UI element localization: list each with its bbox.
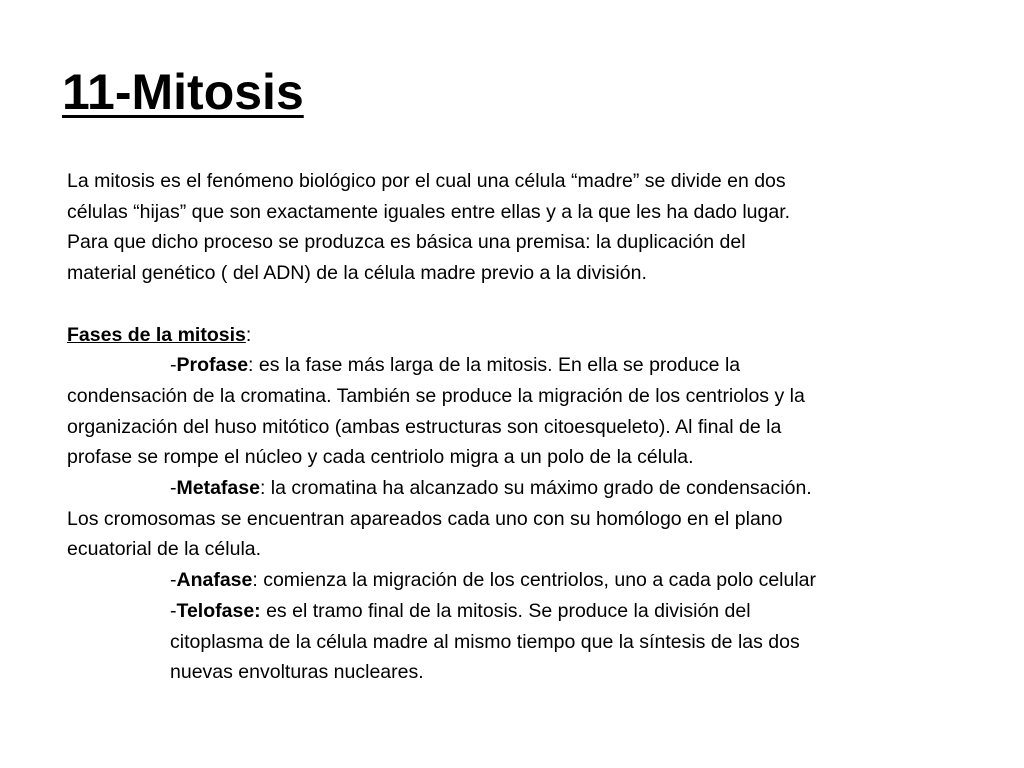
phase-text: es el tramo final de la mitosis. Se produce la división del [260, 599, 751, 622]
phase-dash: - [170, 599, 177, 622]
fases-heading-colon: : [245, 323, 252, 346]
fases-heading [67, 320, 967, 351]
phase-telofase [67, 596, 967, 688]
phase-dash: - [170, 354, 177, 377]
phase-first-line [67, 596, 967, 627]
intro-paragraph [67, 166, 967, 289]
phase-line: condensación de la cromatina. También se produce la migración de los centriolos y la [67, 384, 805, 407]
fases-heading-text: Fases de la mitosis [67, 323, 246, 346]
phase-line: nuevas envolturas nucleares. [170, 661, 424, 684]
phase-text: : es la fase más larga de la mitosis. En ella se produce la [248, 354, 741, 377]
slide-title: 11-Mitosis [62, 64, 304, 120]
phase-dash: - [170, 569, 177, 592]
phase-metafase [67, 473, 967, 565]
intro-line: La mitosis es el fenómeno biológico por el cual una célula “madre” se divide en dos [67, 170, 786, 192]
phase-name: Telofase: [176, 599, 261, 622]
intro-line: células “hijas” que son exactamente iguales entre ellas y a la que les ha dado lugar. [67, 200, 791, 223]
phase-text: : la cromatina ha alcanzado su máximo grado de condensación. [259, 477, 812, 500]
spacer [67, 289, 967, 320]
phase-line: organización del huso mitótico (ambas estructuras son citoesqueleto). Al final de la [67, 415, 782, 438]
slide-body [67, 166, 967, 688]
phase-name: Metafase [176, 477, 260, 500]
phase-first-line [67, 350, 967, 381]
phase-first-line [67, 565, 967, 596]
phase-profase [67, 350, 967, 473]
intro-line: material genético ( del ADN) de la célula madre previo a la división. [67, 262, 647, 285]
intro-line: Para que dicho proceso se produzca es básica una premisa: la duplicación del [67, 231, 746, 254]
phase-first-line [67, 473, 967, 504]
phase-dash: - [170, 477, 177, 500]
phase-line: profase se rompe el núcleo y cada centriolo migra a un polo de la célula. [67, 446, 694, 469]
phase-name: Anafase [176, 569, 253, 592]
phase-line: Los cromosomas se encuentran apareados cada uno con su homólogo en el plano [67, 507, 783, 530]
phase-line: ecuatorial de la célula. [67, 538, 262, 561]
phase-line: citoplasma de la célula madre al mismo tiempo que la síntesis de las dos [170, 630, 800, 653]
phase-anafase [67, 565, 967, 596]
phase-name: Profase [176, 354, 249, 377]
phase-text: : comienza la migración de los centriolos, uno a cada polo celular [252, 569, 817, 592]
